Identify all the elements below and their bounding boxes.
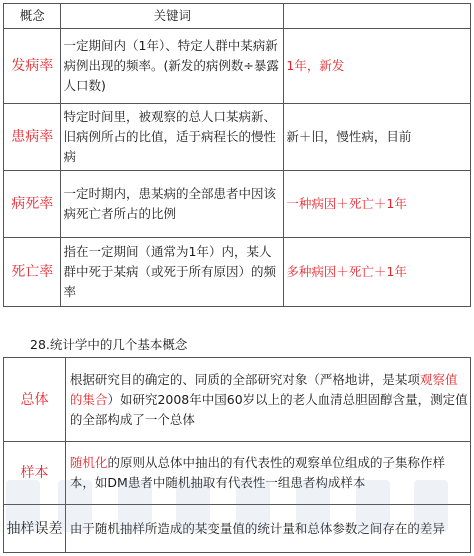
statistics-concepts-table — [3, 357, 471, 553]
term-incidence-rate: 发病率 — [4, 29, 61, 104]
table-row — [4, 238, 471, 307]
header-keyword: 关键词 — [61, 4, 284, 29]
keyword-prevalence-rate: 新＋旧，慢性病，目前 — [284, 104, 471, 171]
definition-mortality-rate: 指在一定期间（通常为1年）内，某人群中死于某病（或死于所有原因）的频率 — [61, 238, 284, 307]
definition-incidence-rate: 一定期间内（1年）、特定人群中某病新病例出现的频率。(新发的病例数÷暴露人口数) — [61, 29, 284, 104]
definition-sample-highlight: 随机化 — [69, 455, 108, 470]
definition-population-part1: 根据研究目的确定的、同质的全部研究对象（严格地讲，是某项 — [69, 371, 420, 387]
header-concept: 概念 — [4, 4, 61, 29]
definition-population — [65, 358, 470, 442]
term-population: 总体 — [4, 358, 66, 442]
table-row — [4, 505, 471, 553]
table-header-row — [4, 4, 471, 29]
definition-sample — [65, 442, 470, 505]
term-mortality-rate: 死亡率 — [4, 238, 61, 307]
definition-population-highlight: 观察值的集合 — [69, 371, 458, 407]
table-row — [4, 104, 471, 171]
definition-sample-rest: 的原则从总体中抽出的有代表性的观察单位组成的子集称作样本，如DM患者中随机抽取有代表性一组患者构成样本 — [69, 455, 445, 490]
table-row — [4, 171, 471, 238]
keyword-mortality-rate: 多种病因＋死亡＋1年 — [284, 238, 471, 307]
epidemiology-rates-table — [3, 3, 471, 307]
definition-case-fatality-rate: 一定时期内，患某病的全部患者中因该病死亡者所占的比例 — [61, 171, 284, 238]
header-empty — [284, 4, 471, 29]
section-title: 28.统计学中的几个基本概念 — [30, 337, 188, 352]
term-prevalence-rate: 患病率 — [4, 104, 61, 171]
table-row — [4, 358, 471, 442]
table-row — [4, 442, 471, 505]
term-case-fatality-rate: 病死率 — [4, 171, 61, 238]
table-row — [4, 29, 471, 104]
definition-population-part3: ）如研究2008年中国60岁以上的老人血清总胆固醇含量，测定值的全部构成了一个总体 — [69, 391, 468, 427]
term-sampling-error: 抽样误差 — [4, 505, 66, 553]
definition-sampling-error: 由于随机抽样所造成的某变量值的统计量和总体参数之间存在的差异 — [65, 505, 470, 553]
term-sample: 样本 — [4, 442, 66, 505]
keyword-incidence-rate: 1年，新发 — [284, 29, 471, 104]
keyword-case-fatality-rate: 一种病因＋死亡＋1年 — [284, 171, 471, 238]
definition-prevalence-rate: 特定时间里，被观察的总人口某病新、旧病例所占的比值，适于病程长的慢性病 — [61, 104, 284, 171]
